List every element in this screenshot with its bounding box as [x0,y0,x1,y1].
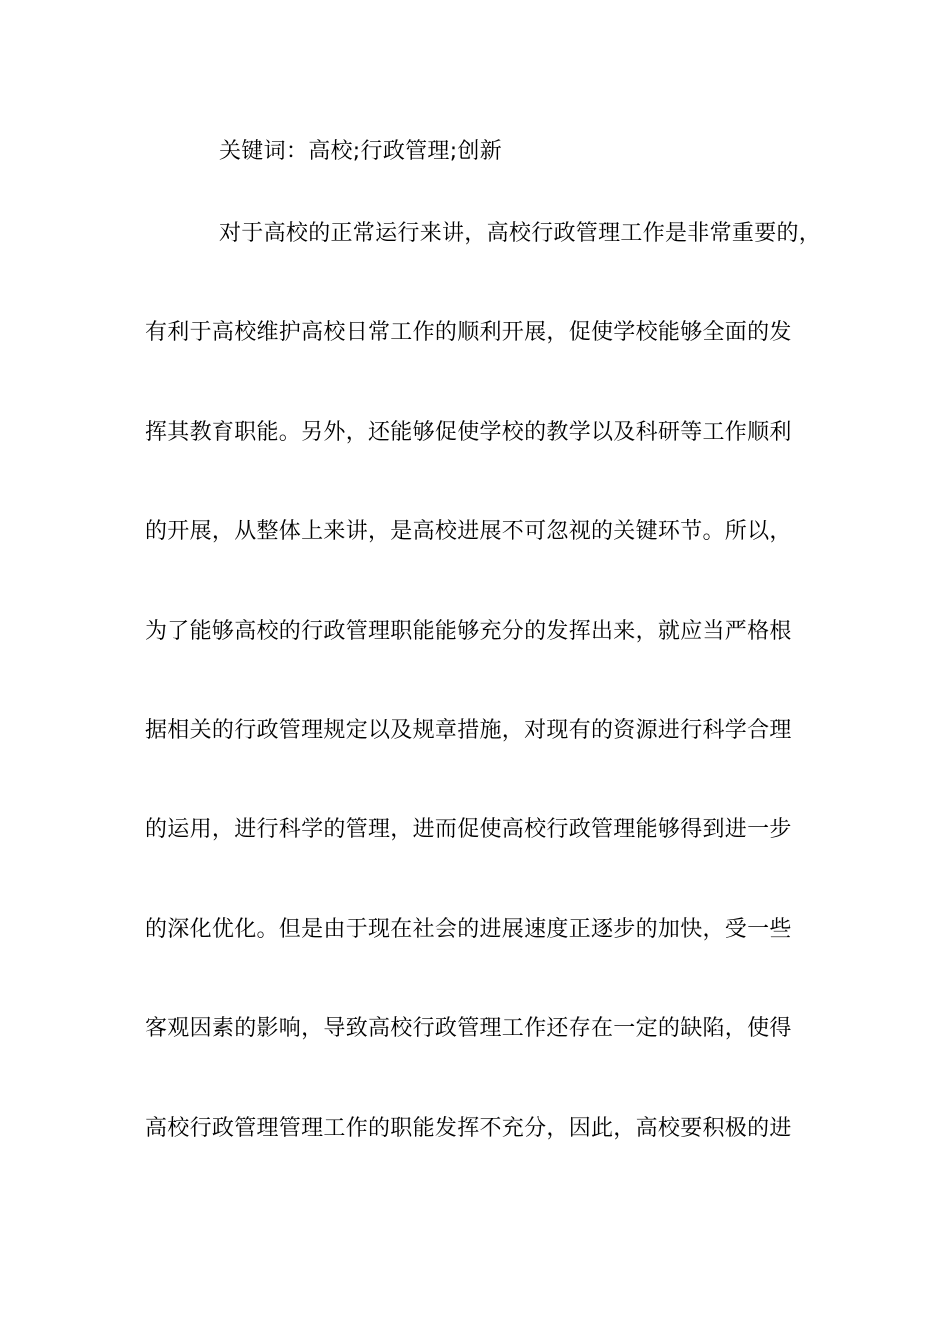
paragraph-line-4: 的开展，从整体上来讲，是高校进展不可忽视的关键环节。所以， [145,519,792,544]
paragraph-line-1: 对于高校的正常运行来讲，高校行政管理工作是非常重要的， [219,221,822,246]
paragraph-line-9: 客观因素的影响，导致高校行政管理工作还存在一定的缺陷，使得 [145,1016,792,1041]
paragraph-line-10: 高校行政管理管理工作的职能发挥不充分，因此，高校要积极的进 [145,1116,792,1141]
paragraph-line-5: 为了能够高校的行政管理职能能够充分的发挥出来，就应当严格根 [145,619,792,644]
paragraph-line-3: 挥其教育职能。另外，还能够促使学校的教学以及科研等工作顺利 [145,420,792,445]
paragraph-line-6: 据相关的行政管理规定以及规章措施，对现有的资源进行科学合理 [145,718,792,743]
paragraph-line-7: 的运用，进行科学的管理，进而促使高校行政管理能够得到进一步 [145,817,792,842]
paragraph-line-8: 的深化优化。但是由于现在社会的进展速度正逐步的加快，受一些 [145,917,792,942]
paragraph-line-2: 有利于高校维护高校日常工作的顺利开展，促使学校能够全面的发 [145,320,792,345]
keywords-line: 关键词：高校;行政管理;创新 [219,139,503,164]
